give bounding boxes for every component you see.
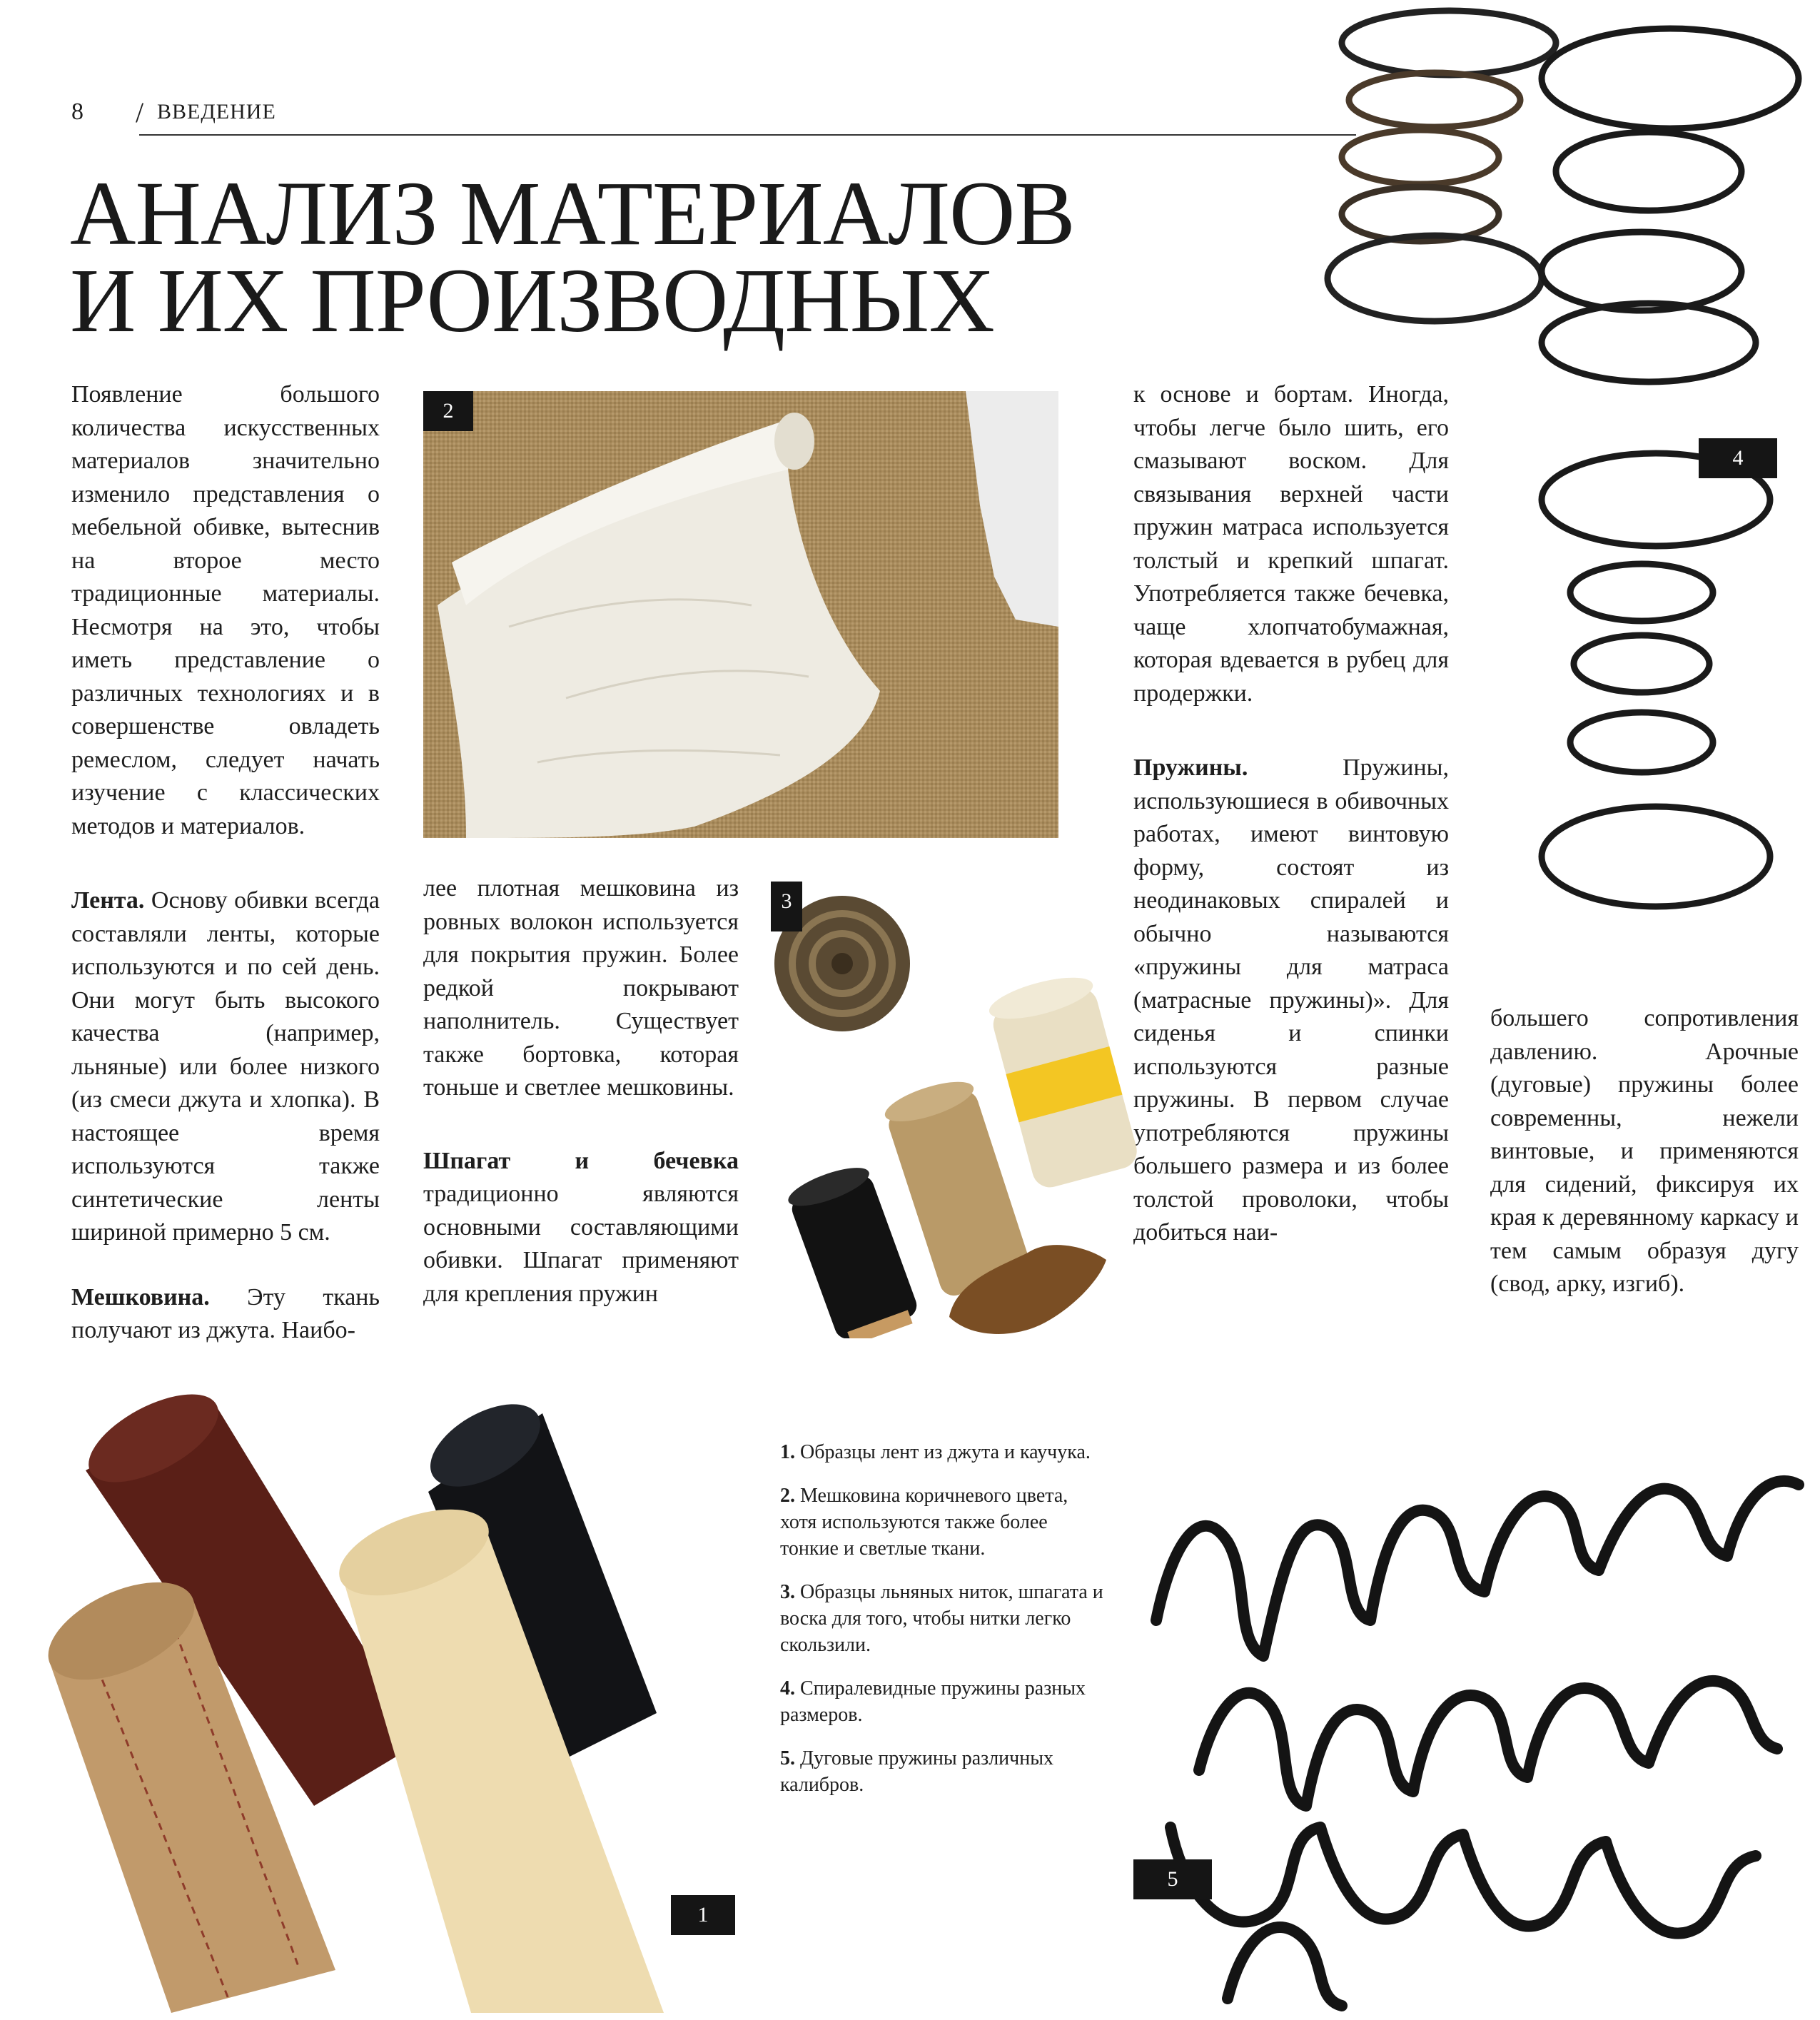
- caption-3: 3. Образцы льняных ниток, шпагата и воска для того, чтобы нитки легко скользили.: [780, 1581, 1103, 1656]
- figure-4-coil-springs: [1270, 0, 1820, 956]
- meshkovina-heading: Мешковина.: [71, 1283, 210, 1311]
- figure-1-tapes-photo: [29, 1385, 735, 2013]
- caption-1: 1. Образцы лент из джута и каучука.: [780, 1441, 1091, 1463]
- figure-5-number: 5: [1133, 1859, 1212, 1899]
- twine-continuation: к основе и бортам. Иногда, чтобы легче было шить, его смазывают воском. Для связывания верхней части пружин матраса используется толстый и крепкий шпагат. Употребляется также бечевка, чаще хлопчатобумажная, которая вдевается в рубец для продержки.: [1133, 381, 1449, 707]
- meshkovina-paragraph: [71, 1281, 380, 1348]
- column-4: [1490, 1002, 1799, 1333]
- figure-4-number: 4: [1699, 438, 1777, 478]
- pruzhiny-heading: Пружины.: [1133, 754, 1248, 781]
- figure-2-number: 2: [423, 391, 473, 431]
- shpagat-heading: Шпагат и бечевка: [423, 1147, 739, 1174]
- caption-4: 4. Спиралевидные пружины разных размеров.: [780, 1677, 1086, 1726]
- lenta-heading: Лента.: [71, 887, 145, 914]
- column-2: [423, 872, 739, 1342]
- zigzag-springs-illustration: [1128, 1370, 1820, 2016]
- figure-3-threads-photo: [771, 882, 1171, 1338]
- section-label: ВВЕДЕНИЕ: [157, 100, 276, 123]
- meshkovina-text: Эту ткань получают из джута. Наибо-: [71, 1283, 380, 1343]
- tapes-illustration: [29, 1385, 735, 2013]
- title-line-1: АНАЛИЗ МАТЕРИАЛОВ: [70, 163, 1075, 264]
- page-number: 8: [71, 99, 84, 125]
- springs-continuation: большего сопротивления давлению. Арочные (дуговые) пружины более современны, нежели винтовые, и применяются для сидений, фиксируя их края к деревянному каркасу и тем самым образуя дугу (свод, арку, изгиб).: [1490, 1005, 1799, 1297]
- burlap-continuation: лее плотная мешковина из ровных волокон используется для покрытия пружин. Более редкой покрывают наполнитель. Существует также бортовка, которая тоньше и светлее мешковины.: [423, 875, 739, 1101]
- threads-illustration: [771, 882, 1171, 1338]
- page-title: [70, 163, 1141, 351]
- figure-5-zigzag-springs: [1128, 1370, 1820, 2016]
- shpagat-paragraph: [423, 1145, 739, 1311]
- column-1: [71, 378, 380, 1379]
- slash-divider-icon: /: [136, 96, 144, 128]
- figure-1-number: 1: [671, 1895, 735, 1935]
- captions-list: [780, 1439, 1108, 1798]
- intro-paragraph: Появление большого количества искусственных материалов значительно изменило представления о мебельной обивке, вытеснив на второе место традиционные материалы. Несмотря на это, чтобы иметь представление о различных технологиях и в совершенстве овладеть ремеслом, следует начать изучение с классических методов и материалов.: [71, 381, 380, 839]
- page-header: [71, 96, 1285, 134]
- lenta-text: Основу обивки всегда составляли ленты, которые используются и по сей день. Они могут быть высокого качества (например, льняные) или более низкого (из смеси джута и хлопка). В настоящее время используются также синтетические ленты шириной примерно 5 см.: [71, 887, 380, 1246]
- figure-3-number: 3: [771, 882, 802, 931]
- burlap-illustration: [423, 391, 1058, 838]
- lenta-paragraph: [71, 884, 380, 1250]
- caption-5: 5. Дуговые пружины различных калибров.: [780, 1747, 1054, 1796]
- coil-springs-illustration: [1270, 0, 1820, 956]
- title-line-2: И ИХ ПРОИЗВОДНЫХ: [70, 250, 994, 351]
- pruzhiny-text: Пружины, используюшиеся в обивочных работах, имеют винтовую форму, состоят из неодинаковых спиралей и обычно называются «пружины для матраса (матрасные пружины)». Для сиденья и спинки используются разные пружины. В первом случае употребляются пружины большего размера и из более толстой проволоки, чтобы добиться наи-: [1133, 754, 1449, 1246]
- caption-2: 2. Мешковина коричневого цвета, хотя используются также более тонкие и светлые ткани.: [780, 1485, 1068, 1560]
- shpagat-text: традиционно являются основными составляющими обивки. Шпагат применяют для крепления пружин: [423, 1181, 739, 1307]
- header-rule: [139, 134, 1356, 136]
- figure-2-burlap-photo: [423, 391, 1058, 838]
